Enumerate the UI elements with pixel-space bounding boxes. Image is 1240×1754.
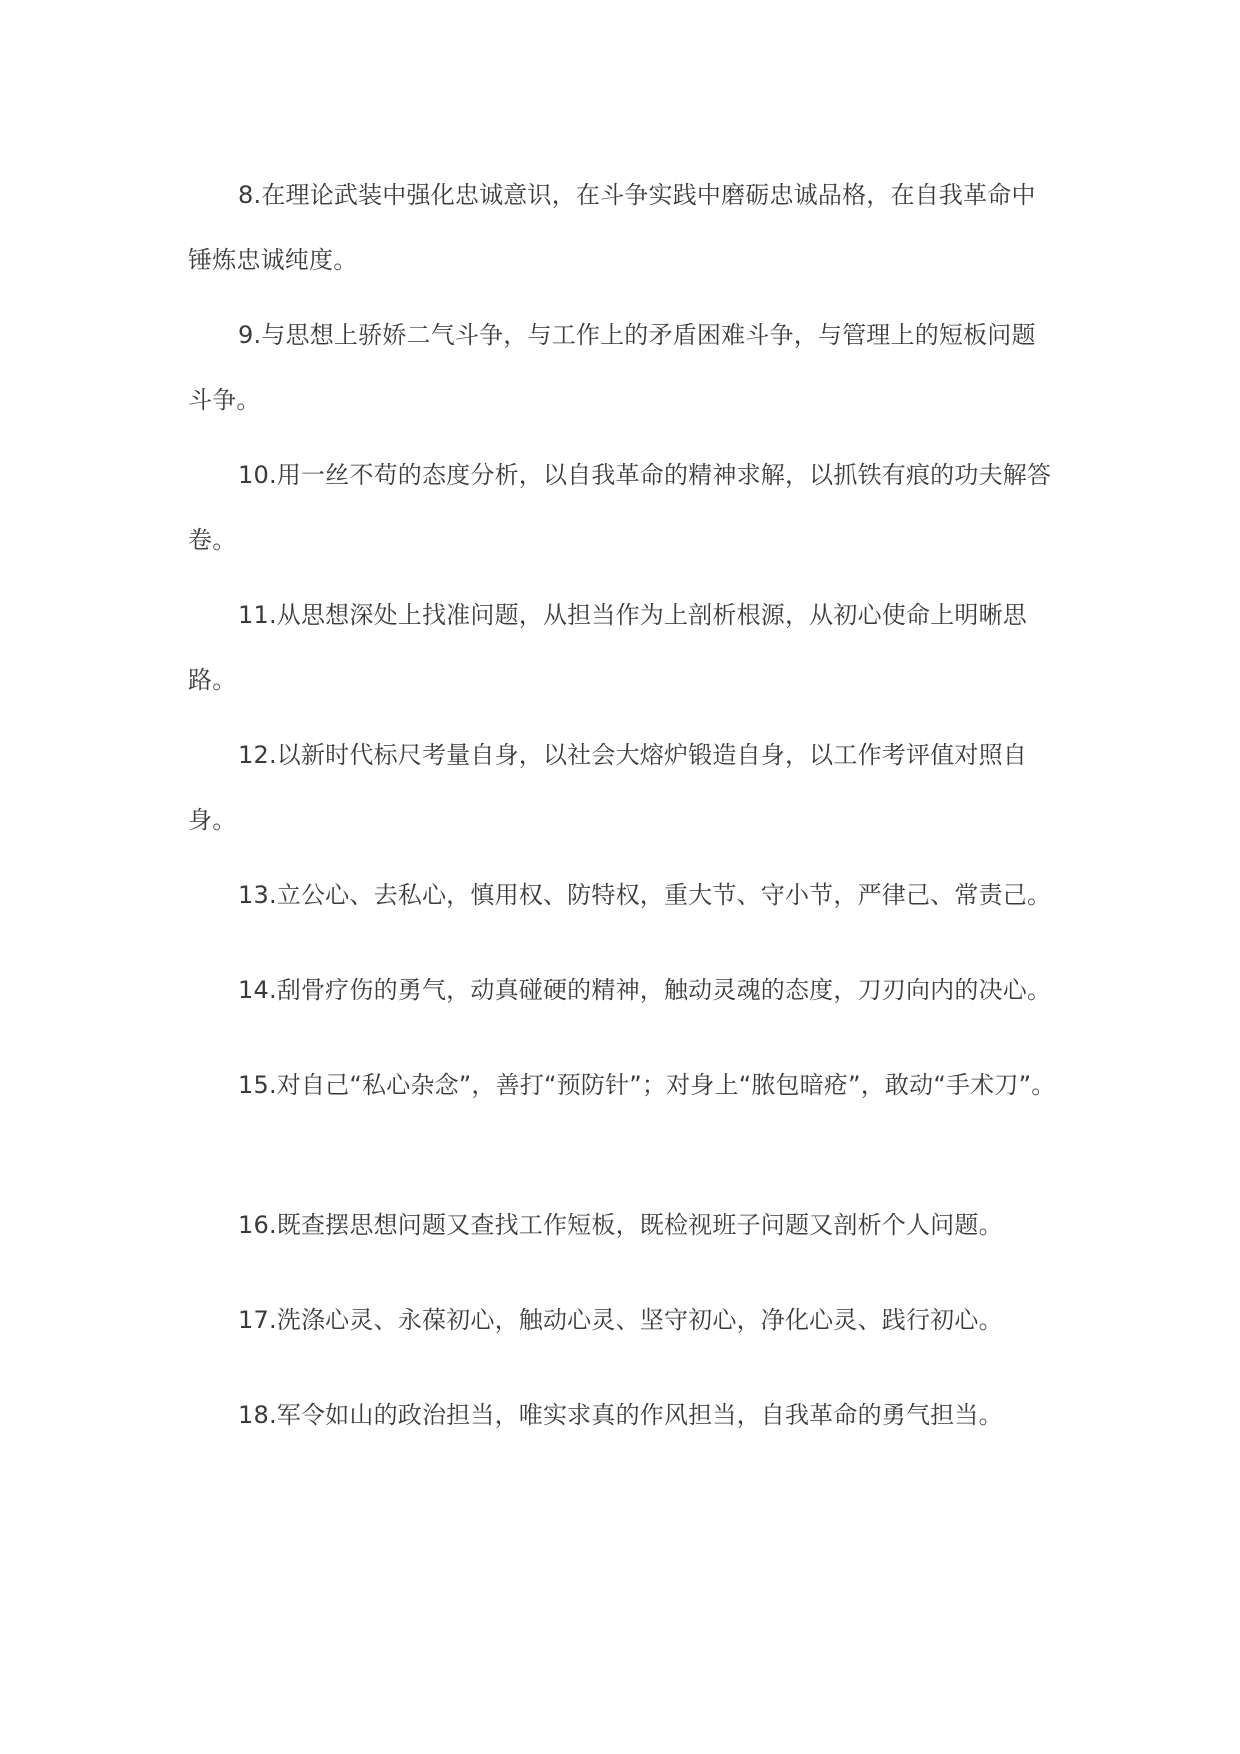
paragraph-item-10: 10.用一丝不苟的态度分析，以自我革命的精神求解，以抓铁有痕的功夫解答卷。	[188, 461, 1052, 554]
paragraph-item-18: 18.军令如山的政治担当，唯实求真的作风担当，自我革命的勇气担当。	[238, 1401, 1003, 1429]
paragraph-item-14: 14.刮骨疗伤的勇气，动真碰硬的精神，触动灵魂的态度，刀刃向内的决心。	[238, 976, 1052, 1004]
paragraph-item-9: 9.与思想上骄娇二气斗争，与工作上的矛盾困难斗争，与管理上的短板问题斗争。	[188, 321, 1036, 414]
paragraph-item-17: 17.洗涤心灵、永葆初心，触动心灵、坚守初心，净化心灵、践行初心。	[238, 1306, 1003, 1334]
paragraph-item-16: 16.既查摆思想问题又查找工作短板，既检视班子问题又剖析个人问题。	[238, 1211, 1003, 1239]
paragraph-item-12: 12.以新时代标尺考量自身，以社会大熔炉锻造自身，以工作考评值对照自身。	[188, 741, 1027, 834]
paragraph-item-13: 13.立公心、去私心，慎用权、防特权，重大节、守小节，严律己、常责己。	[238, 881, 1052, 909]
paragraph-item-15: 15.对自己“私心杂念”，善打“预防针”；对身上“脓包暗疮”，敢动“手术刀”。	[238, 1071, 1056, 1099]
paragraph-item-11: 11.从思想深处上找准问题，从担当作为上剖析根源，从初心使命上明晰思路。	[188, 601, 1027, 694]
paragraph-item-8: 8.在理论武装中强化忠诚意识，在斗争实践中磨砺忠诚品格，在自我革命中锤炼忠诚纯度。	[188, 181, 1036, 274]
